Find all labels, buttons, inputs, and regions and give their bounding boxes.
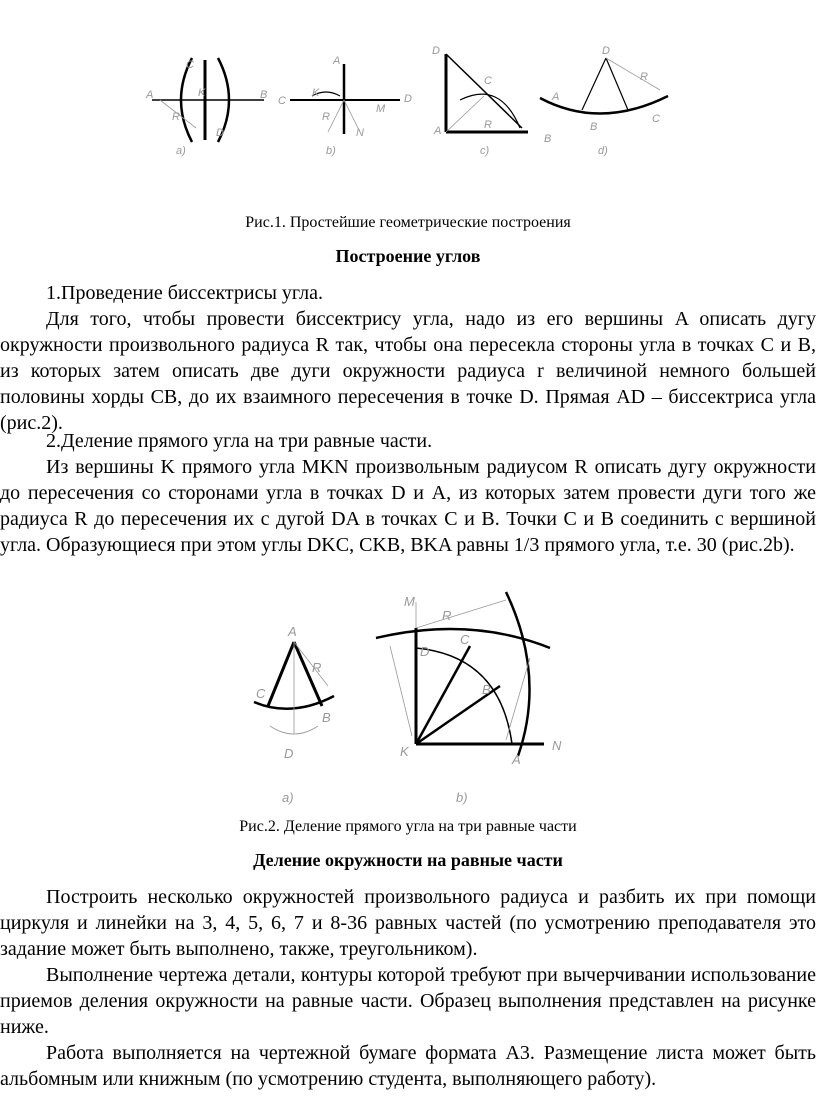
section-2-paragraph-2: Выполнение чертежа детали, контуры которой требуют при вычерчивании использование приемов деления окружности на равные части. Образец выполнения представлен на рисунке ниже. [0, 964, 816, 1038]
label-c-R: R [484, 119, 492, 131]
figure-1-caption: Рис.1. Простейшие геометрические построения [245, 214, 571, 231]
label-a-C: C [186, 59, 194, 71]
label-a-A: A [146, 89, 154, 101]
label-d-R: R [640, 71, 648, 83]
label-b-A: A [333, 55, 341, 67]
section-2-heading: Деление окружности на равные части [253, 850, 563, 870]
section-2-paragraph-1: Построить несколько окружностей произвольного радиуса и разбить их при помощи циркуля и линейки на 3, 4, 5, 6, 7 и 8-36 равных частей (по усмотрению преподавателя это задание может быть выполнено, также, треугольником). [0, 886, 816, 960]
label-c-A: A [434, 125, 442, 137]
label-a-K: K [198, 87, 206, 99]
label-b-D: D [404, 93, 412, 105]
label-2a-tag: a) [282, 790, 294, 805]
item-2-title: 2.Деление прямого угла на три равные части. [46, 430, 433, 452]
label-a-D: D [216, 127, 224, 139]
label-d-B: B [590, 121, 598, 133]
label-2b-R: R [442, 608, 452, 623]
label-2b-N: N [552, 738, 562, 753]
label-2a-D: D [284, 746, 294, 761]
label-2b-B: B [482, 682, 491, 697]
figure-2 [0, 586, 816, 808]
label-2b-D: D [420, 644, 430, 659]
label-a-B: B [260, 89, 268, 101]
item-2-text: Из вершины K прямого угла MKN произвольным радиусом R описать дугу окружности до пересечения со сторонами угла в точках D и A, из которых затем провести дуги того же радиуса R до пересечения их с дугой DA в точках C и B. Точки C и B соединить с вершиной угла. Образующиеся при этом углы DKC, CKB, BKA равны 1/3 прямого угла, т.е. 30 (рис.2b). [0, 456, 816, 556]
label-c-B: B [544, 133, 552, 145]
figure-1a-drawing [152, 58, 264, 142]
label-d-D: D [602, 45, 610, 57]
label-b-C: C [278, 95, 286, 107]
label-2b-M: M [404, 594, 415, 609]
figure-1d-drawing [540, 58, 668, 114]
label-d-A: A [552, 91, 560, 103]
section-2-paragraph-3: Работа выполняется на чертежной бумаге формата A3. Размещение листа может быть альбомным или книжным (по усмотрению студента, выполняющего работу). [0, 1042, 816, 1090]
item-1-text: Для того, чтобы провести биссектрису угла, надо из его вершины A описать дугу окружности произвольного радиуса R так, чтобы она пересекла стороны угла в точках C и B, из которых затем описать две дуги окружности радиуса r величиной немного большей половины хорды CB, до их взаимного пересечения в точке D. Прямая AD – биссектриса угла (рис.2). [0, 308, 816, 434]
figure-2b-drawing [376, 592, 550, 756]
label-2b-A: A [512, 752, 521, 767]
label-c-C: C [484, 75, 492, 87]
label-2b-C: C [460, 632, 470, 647]
label-a-R: R [172, 111, 180, 123]
label-a-tag: a) [176, 145, 186, 157]
label-b-tag: b) [326, 145, 336, 157]
figure-1b-drawing [290, 64, 400, 134]
label-2a-A: A [288, 624, 297, 639]
label-2a-B: B [322, 710, 331, 725]
item-1-title: 1.Проведение биссектрисы угла. [46, 282, 323, 304]
label-d-tag: d) [598, 145, 608, 157]
label-d-C: C [652, 113, 660, 125]
label-b-R: R [322, 111, 330, 123]
label-c-tag: c) [480, 145, 490, 157]
label-2b-tag: b) [456, 790, 468, 805]
label-b-K: K [312, 87, 320, 99]
label-2a-C: C [256, 686, 266, 701]
figure-1 [0, 40, 816, 205]
label-c-D: D [432, 45, 440, 57]
label-2b-K: K [400, 744, 409, 759]
label-2a-R: R [312, 660, 322, 675]
section-1-heading: Построение углов [335, 246, 481, 266]
label-b-N: N [356, 127, 364, 139]
label-b-M: M [376, 103, 386, 115]
figure-2-caption: Рис.2. Деление прямого угла на три равные части [239, 818, 577, 835]
